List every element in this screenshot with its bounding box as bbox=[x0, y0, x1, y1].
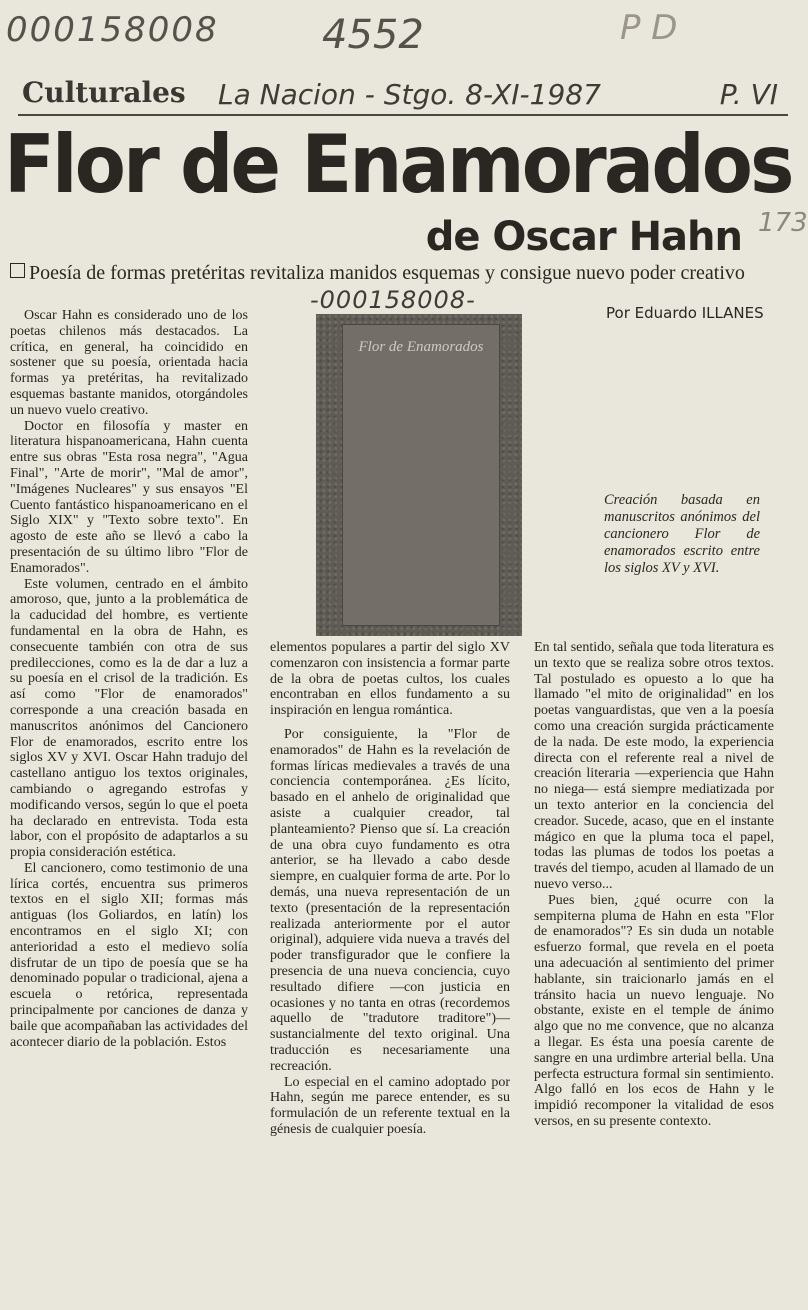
square-bullet-icon bbox=[10, 263, 25, 278]
handwritten-margin-number: 173 bbox=[758, 208, 808, 238]
handwritten-page-note: P. VI bbox=[719, 78, 778, 111]
book-cover-title: Flor de Enamorados bbox=[358, 339, 484, 355]
paragraph: Este volumen, centrado en el ámbito amoroso, que, junto a la problemática de la caducidad del hombre, es vertiente fundamental en la obra de Hahn, es consecuente también con otra de sus predilecciones, como es la de dar a luz a su poesía en el crisol de la tradición. Es así como "Flor de enamorados" corresponde a una creación basada en manuscritos anónimos del Cancionero Flor de enamorados, escrito entre los siglos XV y XVI. Oscar Hahn tradujo del castellano antiguo los textos originales, cambiando o agregando estrofas y modificando versos, según lo que el poeta ha declarado en entrevista. Toda esta labor, con el propósito de adaptarlos a su propia consideración estética. bbox=[10, 576, 248, 861]
paragraph: En tal sentido, señala que toda literatura es un texto que se realiza sobre otros textos. Tal postulado es opuesto a lo que ha llamado "el mito de originalidad" en los poetas vanguardistas, que ven a la poesía como una creación surgida prácticamente de la nada. De este modo, la experiencia directa con el referente real a nivel de creación literaria —experiencia que Hahn no niega— está siempre mediatizada por un texto anterior en la conciencia del creador. Sucede, acaso, que en el instante mágico en que la pluma toca el papel, todas las plumas de todos los poetas a través del tiempo, acuden al llamado de un nuevo verso... bbox=[534, 640, 774, 892]
paragraph: Por consiguiente, la "Flor de enamorados" de Hahn es la revelación de formas líricas medievales a través de una conciencia contemporánea. ¿Es lícito, basado en el anhelo de originalidad que asiste a cualquier creador, tal planteamiento? Pienso que sí. La creación de una obra cuyo fundamento es otra anterior, se ha llevado a cabo desde siempre, en cualquier forma de arte. Por lo demás, una nueva representación de un texto (presentación de la representación realizada anteriormente por el autor original), adquiere vida nueva a través del poder transfigurador que le confiere la presencia de una nueva conciencia, cuyo resultado difiere —con justicia en ocasiones y no tanta en otras (recordemos aquello de "tradutore traditore")— sustancialmente del texto original. Una traducción es necesariamente una recreación. bbox=[270, 726, 510, 1074]
handwritten-photo-code: -000158008- bbox=[310, 286, 476, 314]
article-column-1 bbox=[10, 308, 248, 1050]
deck-text: Poesía de formas pretéritas revitaliza manidos esquemas y consigue nuevo poder creativo bbox=[29, 262, 745, 284]
handwritten-archive-number: 000158008 bbox=[6, 10, 219, 50]
article-title: Flor de Enamorados bbox=[4, 118, 792, 211]
article-column-2 bbox=[270, 640, 510, 1138]
article-column-3 bbox=[534, 640, 774, 1130]
byline: Por Eduardo ILLANES bbox=[606, 304, 764, 322]
paragraph: Pues bien, ¿qué ocurre con la sempiterna pluma de Hahn en esta "Flor de enamorados"? Es sin duda un notable esfuerzo formal, que revela en el poeta una adecuación al sentimiento del primer hablante, sin traicionarlo jamás en el tránsito hacia un nuevo lenguaje. No obstante, existe en el temple de ánimo algo que no me convence, que no alcanza a llegar. Es ésta una poesía carente de sangre en una urdimbre arterial bella. Una perfecta estructura formal sin sentimiento. Algo falló en los ecos de Hahn y le impidió recomponer la vitalidad de esos versos, en su presente contexto. bbox=[534, 892, 774, 1129]
paragraph: Doctor en filosofía y master en literatura hispanoamericana, Hahn cuenta entre sus obras "Esta rosa negra", "Agua Final", "Arte de morir", "Mal de amor", "Imágenes Nucleares" y sus ensayos "El Cuento fantástico hispanoamericano en el Siglo XIX" y "Texto sobre texto". En agosto de este año se llevó a cabo la presentación de su último libro "Flor de Enamorados". bbox=[10, 418, 248, 576]
article-deck bbox=[10, 262, 770, 285]
article-subtitle: de Oscar Hahn bbox=[425, 214, 742, 260]
photo-caption: Creación basada en manuscritos anónimos del cancionero Flor de enamorados escrito entre los siglos XV y XVI. bbox=[604, 492, 760, 576]
book-cover bbox=[342, 324, 500, 626]
handwritten-publication-note: La Nacion - Stgo. 8-XI-1987 bbox=[218, 78, 601, 111]
paragraph: Lo especial en el camino adoptado por Hahn, según me parece entender, es su formulación de un referente textual en la génesis de cualquier poesía. bbox=[270, 1074, 510, 1137]
book-cover-photo bbox=[316, 314, 522, 636]
paragraph: Oscar Hahn es considerado uno de los poetas chilenos más destacados. La crítica, en general, ha coincidido en sostener que su poesía, orientada hacia formas ya pretéritas, ha revitalizado esquemas bastante manidos, otorgándoles un nuevo vuelo creativo. bbox=[10, 308, 248, 418]
handwritten-initials: P D bbox=[620, 8, 678, 48]
section-header bbox=[18, 74, 788, 116]
section-label: Culturales bbox=[22, 76, 186, 109]
paragraph: El cancionero, como testimonio de una lírica cortés, encuentra sus primeros textos en el siglo XII; formas más antiguas (los Goliardos, en latín) los encontramos en el siglo XI; con anterioridad a esto el medievo solía disfrutar de un tipo de poesía que se ha denominado popular o tradicional, ajena a escuela o retórica, representada principalmente por canciones de danza y baile que acompañaban las actividades del acontecer diario de la población. Estos bbox=[10, 860, 248, 1050]
handwritten-code: 4552 bbox=[322, 12, 424, 58]
paragraph: elementos populares a partir del siglo XV comenzaron con insistencia a formar parte de la obra de poetas cultos, los cuales encontraban en ellos fundamento a su inspiración en lengua romántica. bbox=[270, 640, 510, 719]
